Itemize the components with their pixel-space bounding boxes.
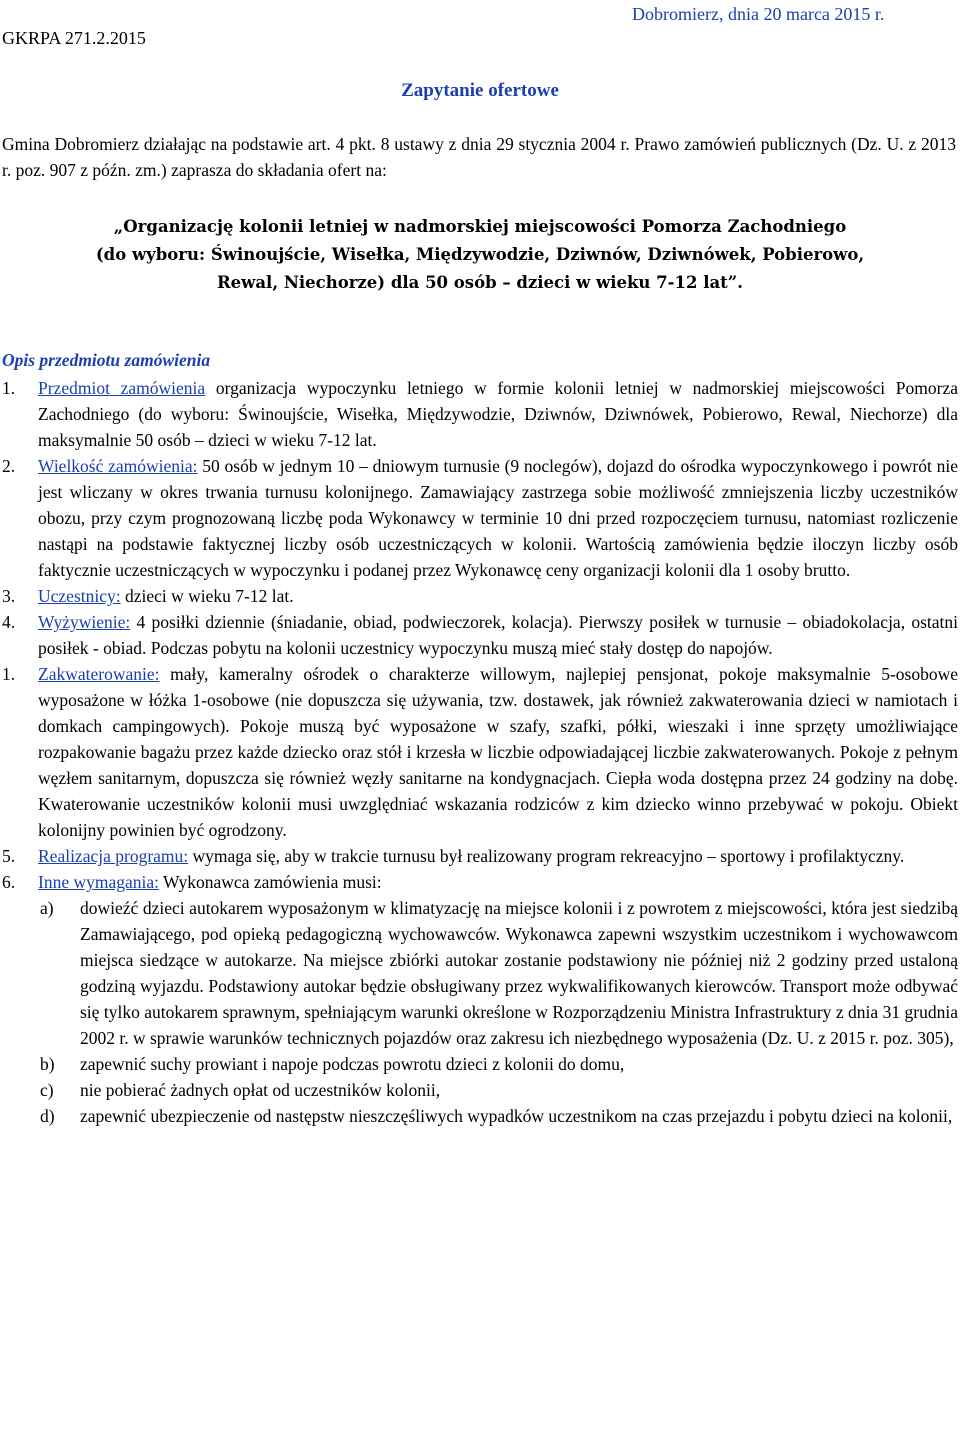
subitem-text: dowieźć dzieci autokarem wyposażonym w klimatyzację na miejsce kolonii i z powrotem z miejscowości, która jest siedzibą Zamawiającego, pod opieką pedagogiczną wychowawców. Wykonawca zapewni wszystkim uczestnikom i wychowawcom miejsca siedzące w autokarze. Na miejsce zbiórki autokar zostanie podstawiony nie później niż 2 godziny przed ustaloną godziną wyjazdu. Podstawiony autokar będzie obsługiwany przez wykwalifikowanych kierowców. Transport może odbywać się tylko autokarem sprawnym, spełniającym warunki określone w Rozporządzeniu Ministra Infrastruktury z dnia 31 grudnia 2002 r. w sprawie warunków technicznych pojazdów oraz zakresu ich niezbędnego wyposażenia (Dz. U. z 2015 r. poz. 305), <box>80 898 958 1048</box>
item-lead: Zakwaterowanie: <box>38 664 160 684</box>
subject-line: (do wyboru: Świnoujście, Wisełka, Międzywodzie, Dziwnów, Dziwnówek, Pobierowo, <box>95 245 865 264</box>
item-lead: Wyżywienie: <box>38 612 131 632</box>
subitem-letter: a) <box>40 898 54 918</box>
sub-list-item <box>2 1077 958 1103</box>
item-number: 6. <box>2 872 16 892</box>
list-item <box>2 375 958 453</box>
item-number: 2. <box>2 456 16 476</box>
section-heading: Opis przedmiotu zamówienia <box>2 350 211 370</box>
item-lead: Inne wymagania: <box>38 872 159 892</box>
sub-list-item <box>2 1103 958 1129</box>
item-text: mały, kameralny ośrodek o charakterze willowym, najlepiej pensjonat, pokoje maksymalnie 5-osobowe wyposażone w łóżka 1-osobowe (nie dopuszcza się używania, tzw. dostawek, jak również zakwaterowania dzieci w namiotach i domkach campingowych). Pokoje muszą być wyposażone w szafy, szafki, półki, wieszaki i inne sprzęty umożliwiające rozpakowanie bagażu przez każde dziecko oraz stół i krzesła w liczbie odpowiadającej liczbie zakwaterowanych. Pokoje z pełnym węzłem sanitarnym, dopuszcza się również węzły sanitarne na kondygnacjach. Ciepła woda dostępna przez 24 godziny na dobę. Kwaterowanie uczestników kolonii musi uwzględniać wskazania rodziców z kim dziecko winno przebywać w pokoju. Obiekt kolonijny powinien być ogrodzony. <box>38 664 958 840</box>
list-item <box>2 453 958 583</box>
item-text: Wykonawca zamówienia musi: <box>159 872 382 892</box>
list-item <box>2 661 958 843</box>
item-text: 4 posiłki dziennie (śniadanie, obiad, podwieczorek, kolacja). Pierwszy posiłek w turnusie – obiadokolacja, ostatni posiłek - obiad. Podczas pobytu na kolonii uczestnicy wypoczynku muszą mieć stały dostęp do napojów. <box>38 612 958 658</box>
item-text: 50 osób w jednym 10 – dniowym turnusie (9 noclegów), dojazd do ośrodka wypoczynkowego i powrót nie jest wliczany w okres trwania turnusu kolonijnego. Zamawiający zastrzega sobie możliwość zmniejszenia liczby uczestników obozu, przy czym prognozowaną liczbę poda Wykonawcy w terminie 10 dni przed rozpoczęciem turnusu, natomiast rozliczenie nastąpi na podstawie faktycznej liczby osób uczestniczących w kolonii. Wartością zamówienia będzie iloczyn liczby osób faktycznie uczestniczących w wypoczynku i podanej przez Wykonawcę ceny organizacji kolonii dla 1 osoby brutto. <box>38 456 958 580</box>
list-item <box>2 869 958 895</box>
item-lead: Realizacja programu: <box>38 846 189 866</box>
subitem-text: zapewnić ubezpieczenie od następstw nieszczęśliwych wypadków uczestnikom na czas przejazdu i pobytu dzieci na kolonii, <box>80 1106 953 1126</box>
list-item <box>2 609 958 661</box>
document-title: Zapytanie ofertowe <box>401 80 559 101</box>
reference-number: GKRPA 271.2.2015 <box>2 28 146 48</box>
subitem-letter: b) <box>40 1054 55 1074</box>
sub-list-item <box>2 895 958 1051</box>
list-item <box>2 583 958 609</box>
item-text: organizacja wypoczynku letniego w formie kolonii letniej w nadmorskiej miejscowości Pomorza Zachodniego (do wyboru: Świnoujście, Wisełka, Międzywodzie, Dziwnów, Dziwnówek, Pobierowo, Rewal, Niechorze) dla maksymalnie 50 osób – dzieci w wieku 7-12 lat. <box>38 378 958 450</box>
list-item <box>2 843 958 869</box>
item-text: dzieci w wieku 7-12 lat. <box>120 586 294 606</box>
subitem-text: nie pobierać żadnych opłat od uczestników kolonii, <box>80 1080 441 1100</box>
subject-block <box>0 213 960 297</box>
subitem-letter: d) <box>40 1106 55 1126</box>
item-lead: Uczestnicy: <box>38 586 121 606</box>
item-lead: Wielkość zamówienia: <box>38 456 198 476</box>
item-number: 1. <box>2 378 16 398</box>
item-number: 5. <box>2 846 16 866</box>
subitem-letter: c) <box>40 1080 54 1100</box>
subitem-text: zapewnić suchy prowiant i napoje podczas powrotu dzieci z kolonii do domu, <box>80 1054 625 1074</box>
subject-line: „Organizację kolonii letniej w nadmorskiej miejscowości Pomorza Zachodniego <box>113 217 847 236</box>
item-lead: Przedmiot zamówienia <box>38 378 206 398</box>
subject-line: Rewal, Niechorze) dla 50 osób – dzieci w wieku 7-12 lat”. <box>216 273 744 292</box>
item-number: 4. <box>2 612 16 632</box>
item-number: 3. <box>2 586 16 606</box>
place-date: Dobromierz, dnia 20 marca 2015 r. <box>632 4 885 24</box>
intro-paragraph: Gmina Dobromierz działając na podstawie art. 4 pkt. 8 ustawy z dnia 29 stycznia 2004 r. Prawo zamówień publicznych (Dz. U. z 2013 r. poz. 907 z późn. zm.) zaprasza do składania ofert na: <box>2 134 956 180</box>
sub-list-item <box>2 1051 958 1077</box>
item-number: 1. <box>2 664 16 684</box>
item-text: wymaga się, aby w trakcie turnusu był realizowany program rekreacyjno – sportowy i profilaktyczny. <box>188 846 905 866</box>
requirements-list <box>2 375 958 1129</box>
